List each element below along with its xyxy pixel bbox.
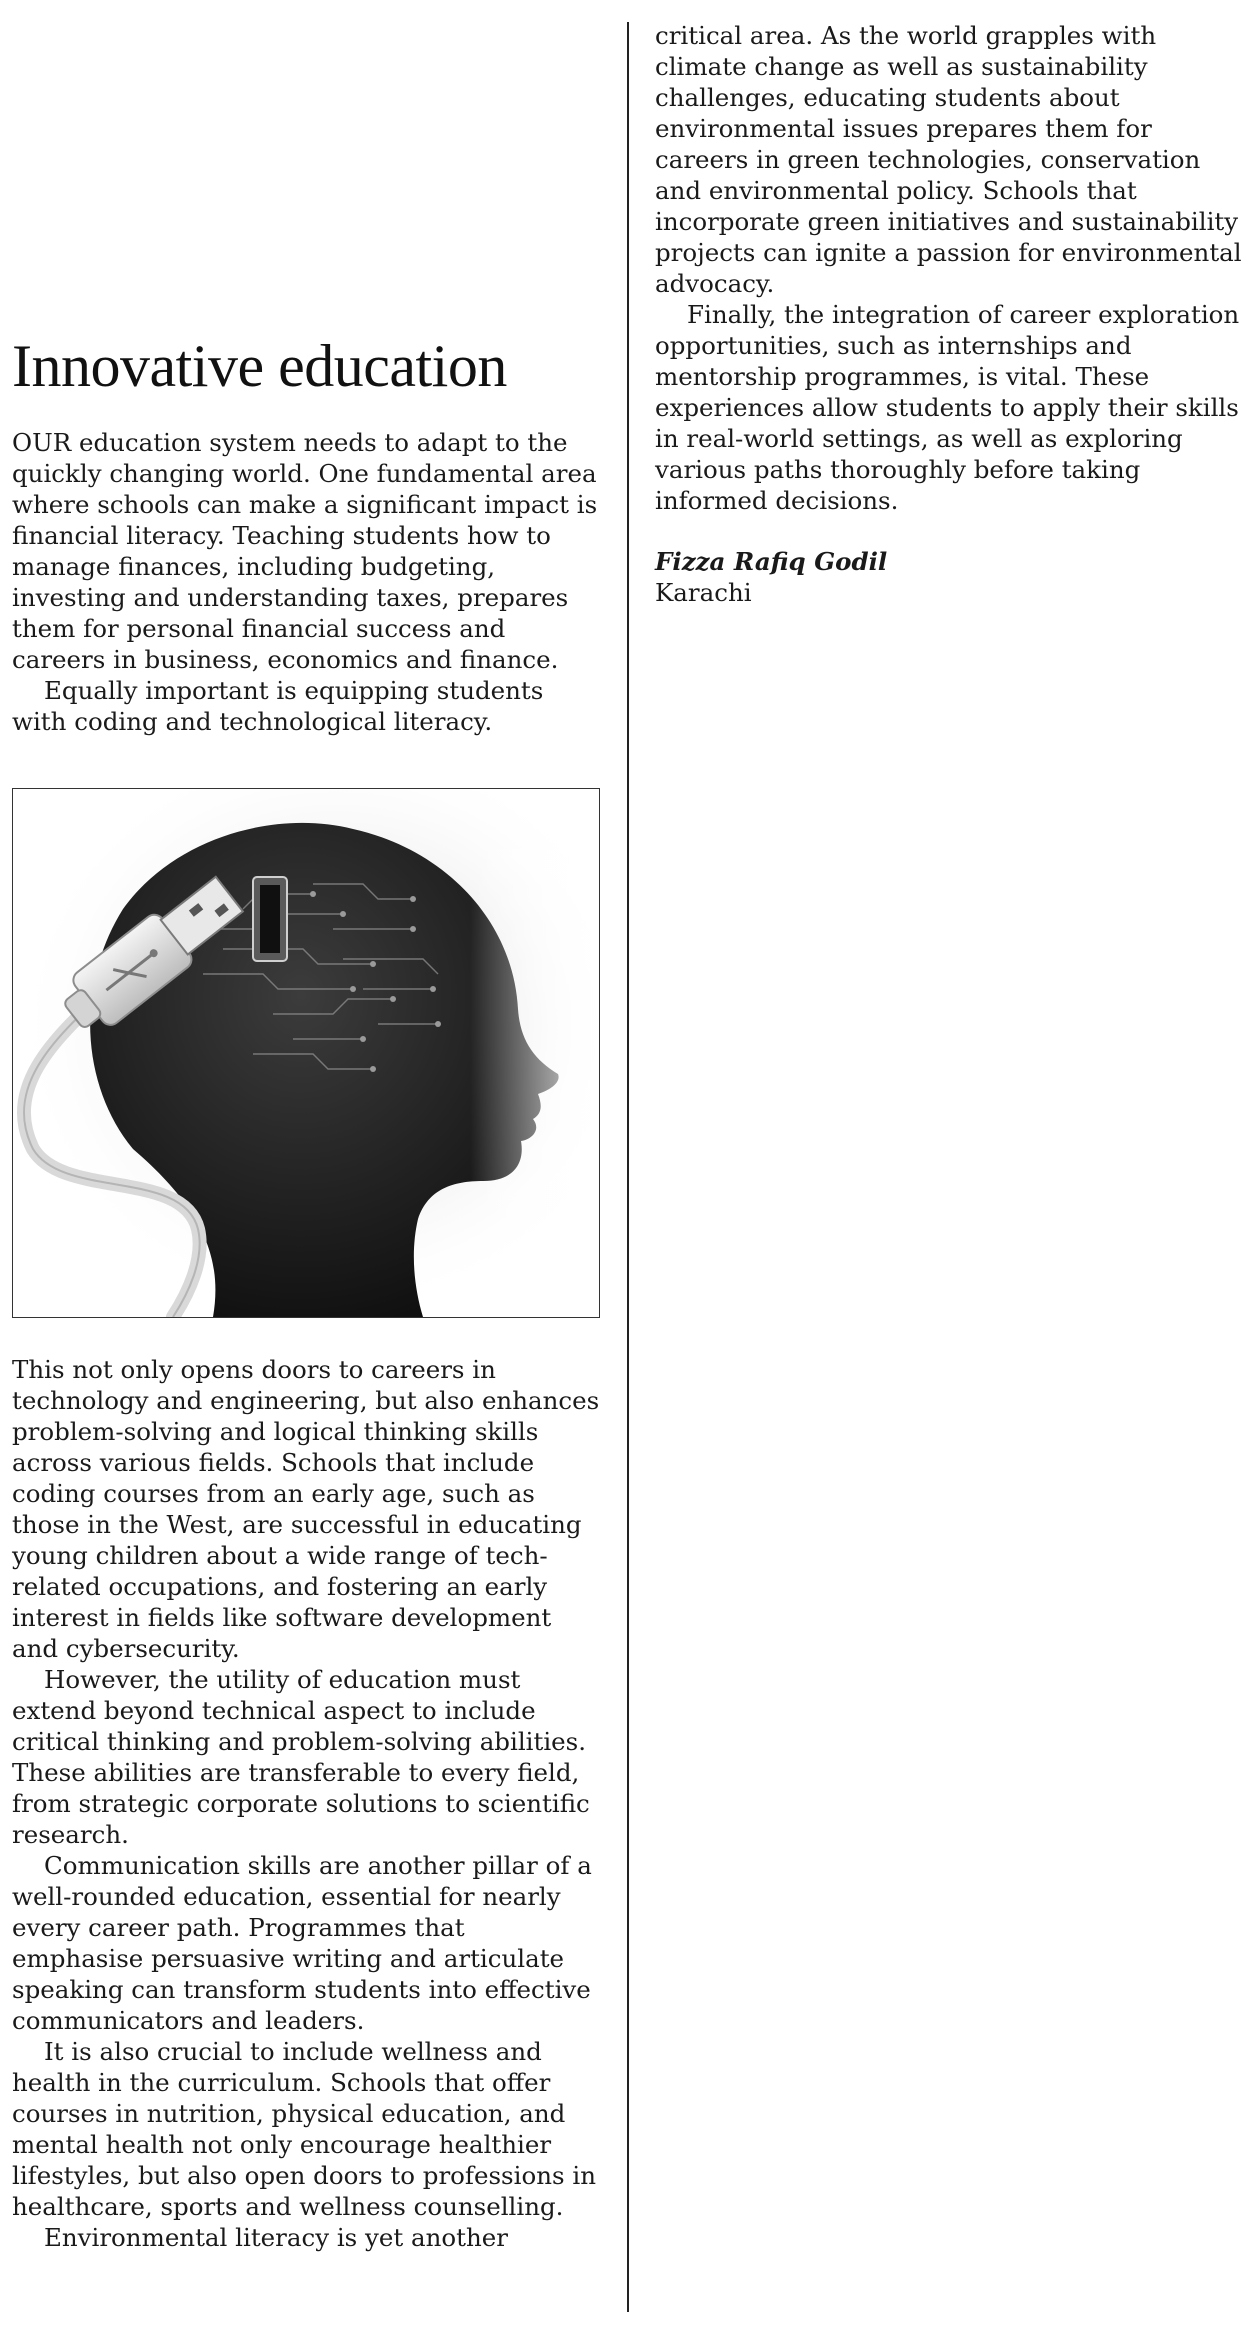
author-city: Karachi (655, 578, 752, 607)
paragraph: Environmental literacy is yet another (44, 2223, 508, 2252)
column-divider (627, 22, 629, 2312)
letter-headline: Innovative education (12, 333, 507, 399)
paragraph: It is also crucial to include wellness and health in the curriculum. Schools that offer courses in nutrition, physical education, and mental health not only encourage healthier lifestyles, but also open doors to professions in healthcare, sports and wellness counselling. (12, 2037, 596, 2221)
right-column (655, 20, 1245, 608)
paragraph: critical area. As the world grapples with climate change as well as sustainability challenges, educating students about environmental issues prepares them for careers in green technologies, conservation and environmental policy. Schools that incorporate green initiatives and sustainability projects can ignite a passion for environmental advocacy. (655, 21, 1242, 298)
paragraph: Communication skills are another pillar of a well-rounded education, essential for nearly every career path. Programmes that emphasise persuasive writing and articulate speaking can transform students into effective communicators and leaders. (12, 1851, 592, 2035)
paragraph: Finally, the integration of career exploration opportunities, such as internships and mentorship programmes, is vital. These experiences allow students to apply their skills in real-world settings, as well as exploring various paths thoroughly before taking informed decisions. (655, 300, 1240, 515)
paragraph: This not only opens doors to careers in technology and engineering, but also enhances problem-solving and logical thinking skills across various fields. Schools that include coding courses from an early age, such as those in the West, are successful in educating young children about a wide range of tech-related occupations, and fostering an early interest in fields like software development and cybersecurity. (12, 1355, 600, 1663)
paragraph: Equally important is equipping students with coding and technological literacy. (12, 676, 544, 736)
paragraph: OUR education system needs to adapt to the quickly changing world. One fundamental area where schools can make a significant impact is financial literacy. Teaching students how to manage finances, including budgeting, investing and understanding taxes, prepares them for personal financial success and careers in business, economics and finance. (12, 428, 598, 674)
letter-body-top (12, 427, 600, 737)
paragraph: However, the utility of education must extend beyond technical aspect to include critical thinking and problem-solving abilities. These abilities are transferable to every field, from strategic corporate solutions to scientific research. (12, 1665, 590, 1849)
usb-port (253, 877, 287, 961)
author-name: Fizza Rafiq Godil (655, 547, 888, 576)
signature (655, 546, 1245, 608)
illustration-head-usb (12, 788, 600, 1318)
head-usb-image (13, 789, 599, 1317)
left-column (12, 0, 600, 2333)
letter-body-bottom (12, 1354, 600, 2253)
